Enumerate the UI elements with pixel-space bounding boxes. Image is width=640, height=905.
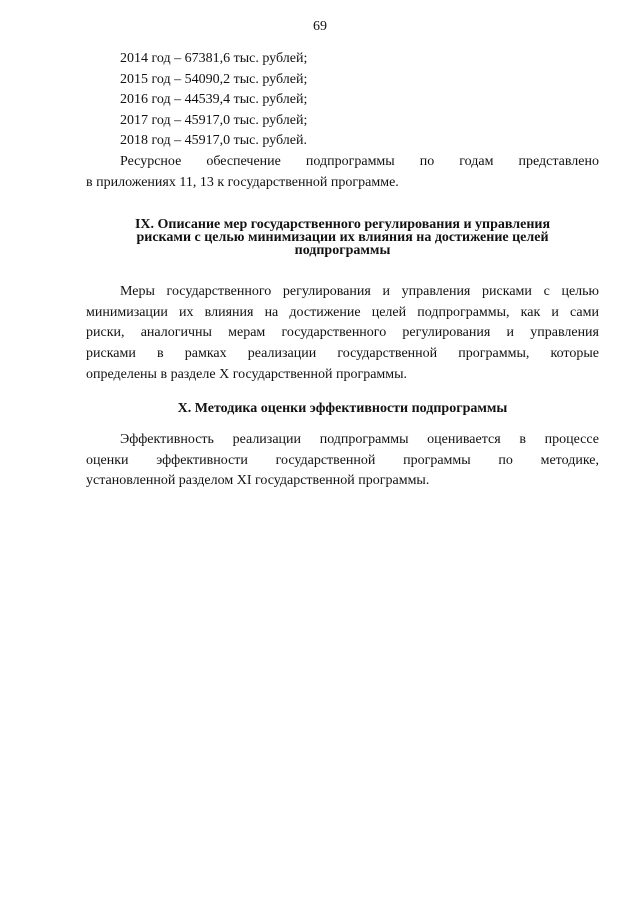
section-10-paragraph <box>86 430 599 492</box>
section-9-paragraph <box>86 282 599 385</box>
funding-line-2018: 2018 год – 45917,0 тыс. рублей. <box>120 133 307 149</box>
section-9-paragraph-line: риски, аналогичны мерам государственного регулирования и управления <box>86 325 599 341</box>
section-10-paragraph-line: Эффективность реализации подпрограммы оценивается в процессе <box>120 432 599 448</box>
section-9-paragraph-line: определены в разделе X государственной программы. <box>86 366 408 382</box>
resource-paragraph-line: Ресурсное обеспечение подпрограммы по годам представлено <box>120 153 599 169</box>
section-9-paragraph-line: Меры государственного регулирования и управления рисками с целью <box>120 284 599 300</box>
funding-line-2015: 2015 год – 54090,2 тыс. рублей; <box>120 71 308 87</box>
funding-line-2014: 2014 год – 67381,6 тыс. рублей; <box>120 51 308 66</box>
funding-list <box>86 49 599 152</box>
section-9-heading <box>86 218 599 257</box>
section-9-heading-line: рисками с целью минимизации их влияния на достижение целей <box>136 230 549 246</box>
funding-line-2017: 2017 год – 45917,0 тыс. рублей; <box>120 112 308 128</box>
resource-paragraph <box>86 152 599 193</box>
section-10-paragraph-line: установленной разделом XI государственной программы. <box>86 473 430 489</box>
document-body <box>86 49 599 492</box>
section-10-paragraph-line: оценки эффективности государственной программы по методике, <box>86 452 599 468</box>
page-number: 69 <box>313 19 327 34</box>
section-9-heading-line: IX. Описание мер государственного регулирования и управления <box>134 217 551 233</box>
section-9-heading-line: подпрограммы <box>294 243 391 259</box>
section-9-paragraph-line: минимизации их влияния на достижение целей подпрограммы, как и сами <box>86 304 599 320</box>
section-9-paragraph-line: рисками в рамках реализации государственной программы, которые <box>86 345 599 361</box>
section-10-heading: X. Методика оценки эффективности подпрограммы <box>177 401 508 417</box>
funding-line-2016: 2016 год – 44539,4 тыс. рублей; <box>120 92 308 108</box>
resource-paragraph-line: в приложениях 11, 13 к государственной программе. <box>86 174 399 190</box>
